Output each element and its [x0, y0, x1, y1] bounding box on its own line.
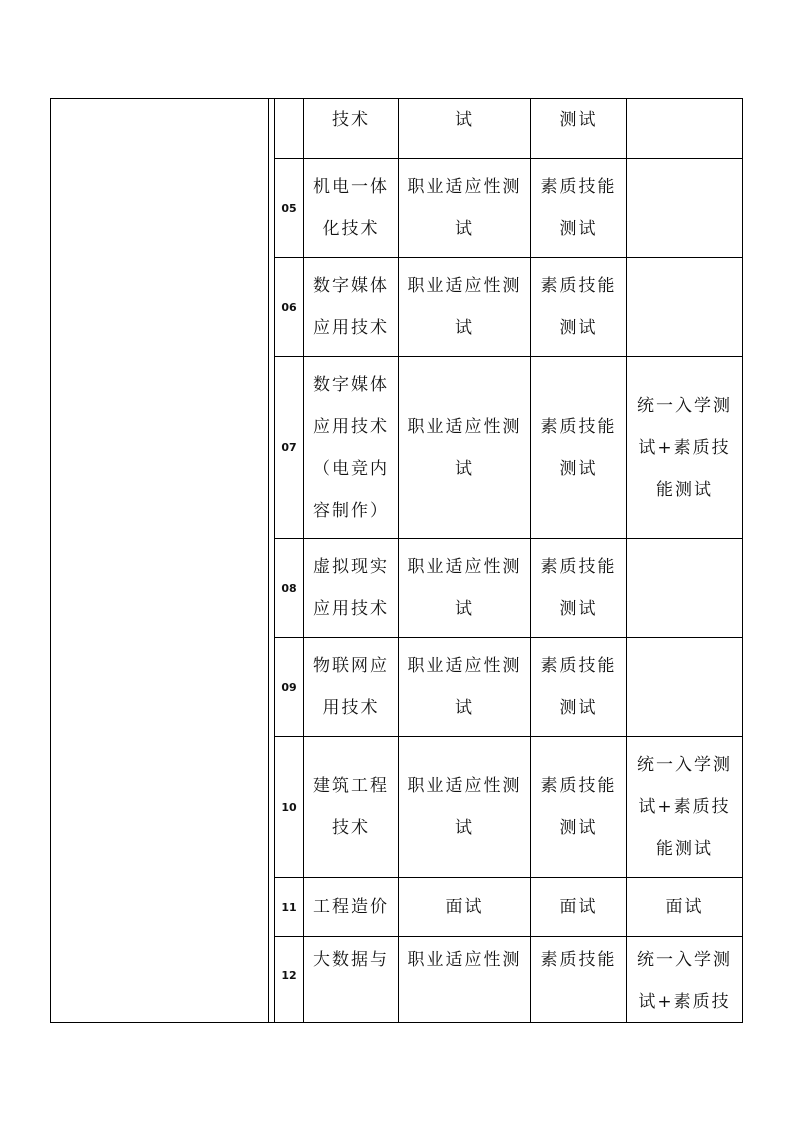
test-method-3-line: 试+素质技: [638, 437, 731, 458]
test-method-2-line: 素质技能: [540, 950, 617, 970]
test-method-1-line: 职业适应性测: [407, 776, 522, 796]
major-name-line: 化技术: [322, 219, 380, 239]
test-method-1-line: 职业适应性测: [407, 950, 522, 970]
test-method-3-cell: [627, 258, 742, 356]
test-method-1-cell: [399, 539, 530, 637]
major-name-text: [332, 99, 370, 141]
major-name-line: 技术: [332, 818, 370, 838]
test-method-3-cell: [627, 99, 742, 158]
test-method-3-cell: [627, 539, 742, 637]
row-number-text: 11: [281, 900, 297, 914]
test-method-2-line: 素质技能: [540, 656, 617, 676]
test-method-2-text: [541, 166, 617, 250]
test-method-3-line: 试+素质技: [638, 992, 731, 1012]
major-name-cell: [304, 737, 398, 877]
test-method-3-line: 统一入学测: [637, 395, 732, 416]
test-method-3-cell: [627, 638, 742, 736]
test-method-2-cell: [531, 878, 626, 936]
test-method-1-text: [408, 406, 522, 490]
row-number-cell: [275, 258, 303, 356]
test-method-1-line: 试: [455, 458, 474, 479]
row-number-cell: [275, 737, 303, 877]
test-method-2-cell: [531, 737, 626, 877]
test-method-2-text: [560, 886, 598, 928]
test-method-2-cell: [531, 539, 626, 637]
test-method-1-line: 职业适应性测: [407, 557, 522, 577]
major-name-line: 应用技术: [313, 599, 389, 619]
major-name-text: [313, 765, 389, 849]
test-method-2-line: 测试: [559, 698, 598, 718]
test-method-3-line: 统一入学测: [637, 755, 732, 775]
test-method-3-line: 面试: [665, 897, 704, 917]
test-method-3-text: [637, 939, 732, 1023]
major-name-text: [313, 265, 389, 349]
test-method-3-cell: [627, 937, 742, 1022]
test-method-1-text: [408, 265, 522, 349]
major-name-line: 用技术: [322, 698, 380, 718]
test-method-2-line: 素质技能: [540, 776, 617, 796]
test-method-1-cell: [399, 357, 530, 538]
test-method-1-line: 试: [455, 818, 474, 838]
test-method-2-cell: [531, 937, 626, 1022]
test-method-1-cell: [399, 159, 530, 257]
major-name-line: 虚拟现实: [313, 557, 389, 577]
test-method-3-cell: [627, 878, 742, 936]
row-number-cell: [275, 357, 303, 538]
test-method-3-line: 能测试: [656, 479, 713, 500]
test-method-2-line: 素质技能: [540, 177, 617, 197]
major-name-cell: [304, 258, 398, 356]
test-method-2-line: 测试: [559, 818, 598, 838]
test-method-2-cell: [531, 638, 626, 736]
test-method-2-line: 测试: [559, 109, 598, 130]
major-name-line: 数字媒体: [313, 276, 389, 296]
row-number-cell: [275, 159, 303, 257]
major-name-cell: [304, 539, 398, 637]
test-method-3-cell: [627, 357, 742, 538]
row-number-text: 07: [281, 441, 297, 454]
test-method-2-text: [541, 406, 617, 490]
row-number-text: 10: [281, 800, 297, 814]
test-method-1-line: 试: [455, 318, 474, 338]
test-method-1-line: 职业适应性测: [407, 177, 522, 197]
test-method-1-text: [446, 886, 484, 928]
row-number-cell: [275, 878, 303, 936]
test-method-2-text: [541, 765, 617, 849]
test-method-1-cell: [399, 258, 530, 356]
major-name-line: 物联网应: [313, 656, 389, 676]
test-method-2-text: [560, 99, 598, 141]
major-name-line: 大数据与: [313, 950, 389, 970]
table-border-right: [742, 98, 743, 1023]
test-method-2-cell: [531, 258, 626, 356]
major-name-line: 容制作）: [313, 500, 389, 521]
test-method-3-line: 统一入学测: [637, 950, 732, 970]
test-method-1-line: 试: [455, 599, 474, 619]
test-method-1-line: 职业适应性测: [407, 656, 522, 676]
major-name-text: [313, 939, 389, 981]
test-method-1-line: 职业适应性测: [407, 416, 522, 437]
test-method-2-line: 素质技能: [540, 276, 617, 296]
test-method-3-text: [637, 744, 732, 870]
row-number-cell: [275, 937, 303, 1022]
major-name-cell: [304, 937, 398, 1022]
test-method-1-text: [408, 939, 522, 981]
test-method-2-line: 测试: [559, 219, 598, 239]
test-method-3-cell: [627, 159, 742, 257]
table-border-left: [50, 98, 51, 1023]
test-method-2-text: [541, 939, 617, 981]
row-number-text: 05: [281, 201, 297, 215]
test-method-1-text: [455, 99, 474, 141]
test-method-2-line: 素质技能: [540, 557, 617, 577]
test-method-1-cell: [399, 937, 530, 1022]
test-method-2-line: 面试: [559, 897, 598, 917]
test-method-3-line: 能测试: [656, 839, 713, 859]
major-name-line: 应用技术: [313, 416, 389, 437]
major-name-line: （电竞内: [313, 458, 389, 479]
test-method-1-text: [408, 645, 522, 729]
major-name-line: 机电一体: [313, 177, 389, 197]
major-name-line: 数字媒体: [313, 374, 389, 395]
row-number-text: 12: [281, 969, 297, 982]
test-method-1-text: [408, 166, 522, 250]
row-number-text: 08: [281, 581, 297, 595]
test-method-1-cell: [399, 878, 530, 936]
major-name-line: 技术: [332, 109, 370, 130]
test-method-3-cell: [627, 737, 742, 877]
major-name-line: 应用技术: [313, 318, 389, 338]
test-method-1-text: [408, 546, 522, 630]
test-method-1-line: 职业适应性测: [407, 276, 522, 296]
major-name-cell: [304, 638, 398, 736]
test-method-1-cell: [399, 99, 530, 158]
major-name-text: [313, 886, 389, 928]
test-method-2-text: [541, 546, 617, 630]
major-name-text: [313, 546, 389, 630]
test-method-2-line: 测试: [559, 458, 598, 479]
test-method-3-line: 试+素质技: [638, 797, 731, 817]
test-method-2-cell: [531, 159, 626, 257]
major-name-cell: [304, 99, 398, 158]
row-number-text: 06: [281, 300, 297, 314]
test-method-1-line: 试: [455, 698, 474, 718]
major-name-cell: [304, 878, 398, 936]
test-method-3-text: [666, 886, 704, 928]
test-method-2-line: 测试: [559, 318, 598, 338]
test-method-2-text: [541, 645, 617, 729]
major-name-text: [313, 364, 389, 532]
major-name-cell: [304, 357, 398, 538]
test-method-1-text: [408, 765, 522, 849]
test-method-2-cell: [531, 99, 626, 158]
row-number-cell: [275, 99, 303, 158]
row-number-text: 09: [281, 680, 297, 694]
major-name-line: 建筑工程: [313, 776, 389, 796]
row-number-cell: [275, 539, 303, 637]
major-name-text: [313, 166, 389, 250]
test-method-1-line: 面试: [445, 897, 484, 917]
major-name-cell: [304, 159, 398, 257]
table-border-divider: [268, 98, 269, 1023]
test-method-2-line: 测试: [559, 599, 598, 619]
test-method-3-text: [637, 385, 732, 511]
test-method-1-line: 试: [455, 219, 474, 239]
row-number-cell: [275, 638, 303, 736]
major-name-text: [313, 645, 389, 729]
test-method-1-line: 试: [455, 109, 474, 130]
test-method-2-cell: [531, 357, 626, 538]
test-method-1-cell: [399, 638, 530, 736]
major-name-line: 工程造价: [313, 897, 389, 917]
test-method-2-line: 素质技能: [540, 416, 617, 437]
test-method-2-text: [541, 265, 617, 349]
test-method-1-cell: [399, 737, 530, 877]
